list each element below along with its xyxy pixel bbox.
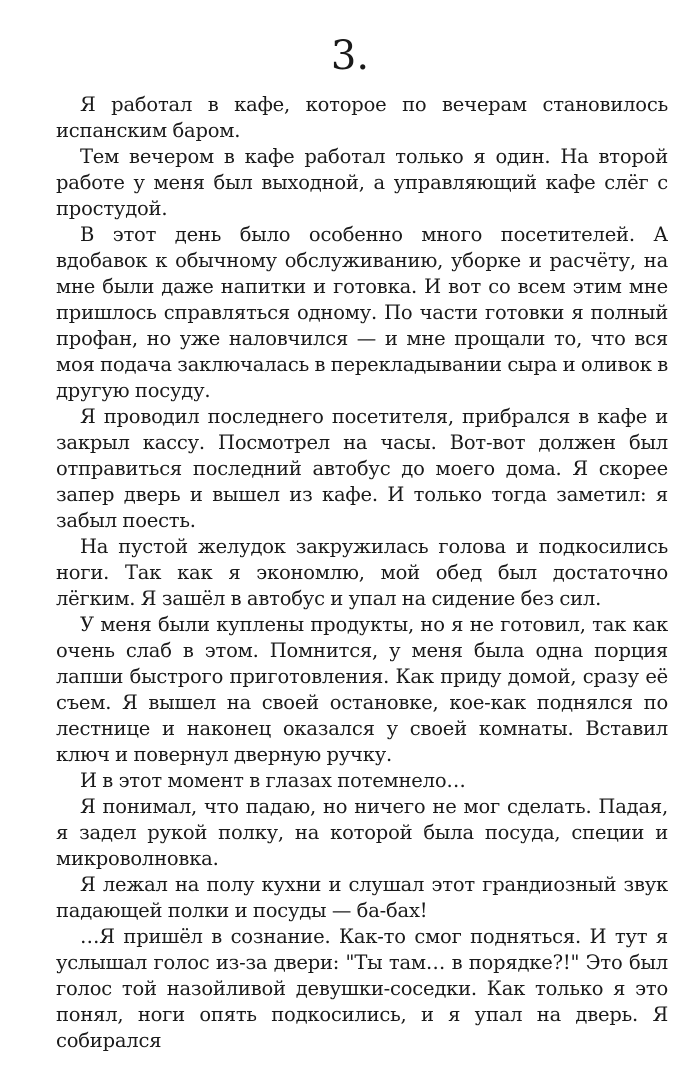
paragraph-7: И в этот момент в глазах потемнело… bbox=[80, 769, 466, 792]
paragraph-9: Я лежал на полу кухни и слушал этот грандиозный звук падающей полки и посуды — ба-бах! bbox=[56, 873, 668, 922]
paragraph-4: Я проводил последнего посетителя, прибрался в кафе и закрыл кассу. Посмотрел на часы. Вот-вот должен был отправиться последний автобус до моего дома. Я скорее запер дверь и вышел из кафе. И только тогда заметил: я забыл поесть. bbox=[56, 405, 668, 532]
paragraph-3: В этот день было особенно много посетителей. А вдобавок к обычному обслуживанию, уборке и расчёту, на мне были даже напитки и готовка. И вот со всем этим мне пришлось справляться одному. По части готовки я полный профан, но уже наловчился — и мне прощали то, что вся моя подача заключалась в перекладывании сыра и оливок в другую посуду. bbox=[56, 223, 668, 402]
chapter-text bbox=[56, 92, 668, 1052]
paragraph-1: Я работал в кафе, которое по вечерам становилось испанским баром. bbox=[56, 93, 668, 142]
paragraph-2: Тем вечером в кафе работал только я один. На второй работе у меня был выходной, а управляющий кафе слёг с простудой. bbox=[56, 145, 668, 220]
paragraph-10: …Я пришёл в сознание. Как-то смог подняться. И тут я услышал голос из-за двери: "Ты там… в порядке?!" Это был голос той назойливой девушки-соседки. Как только я это понял, ноги опять подкосились, и я упал на дверь. Я собирался bbox=[56, 925, 668, 1052]
paragraph-6: У меня были куплены продукты, но я не готовил, так как очень слаб в этом. Помнится, у меня была одна порция лапши быстрого приготовления. Как приду домой, сразу её съем. Я вышел на своей остановке, кое-как поднялся по лестнице и наконец оказался у своей комнаты. Вставил ключ и повернул дверную ручку. bbox=[56, 613, 668, 766]
chapter-number: 3. bbox=[330, 33, 370, 79]
paragraph-5: На пустой желудок закружилась голова и подкосились ноги. Так как я экономлю, мой обед был достаточно лёгким. Я зашёл в автобус и упал на сидение без сил. bbox=[56, 535, 668, 610]
paragraph-8: Я понимал, что падаю, но ничего не мог сделать. Падая, я задел рукой полку, на которой была посуда, специи и микроволновка. bbox=[56, 795, 668, 870]
